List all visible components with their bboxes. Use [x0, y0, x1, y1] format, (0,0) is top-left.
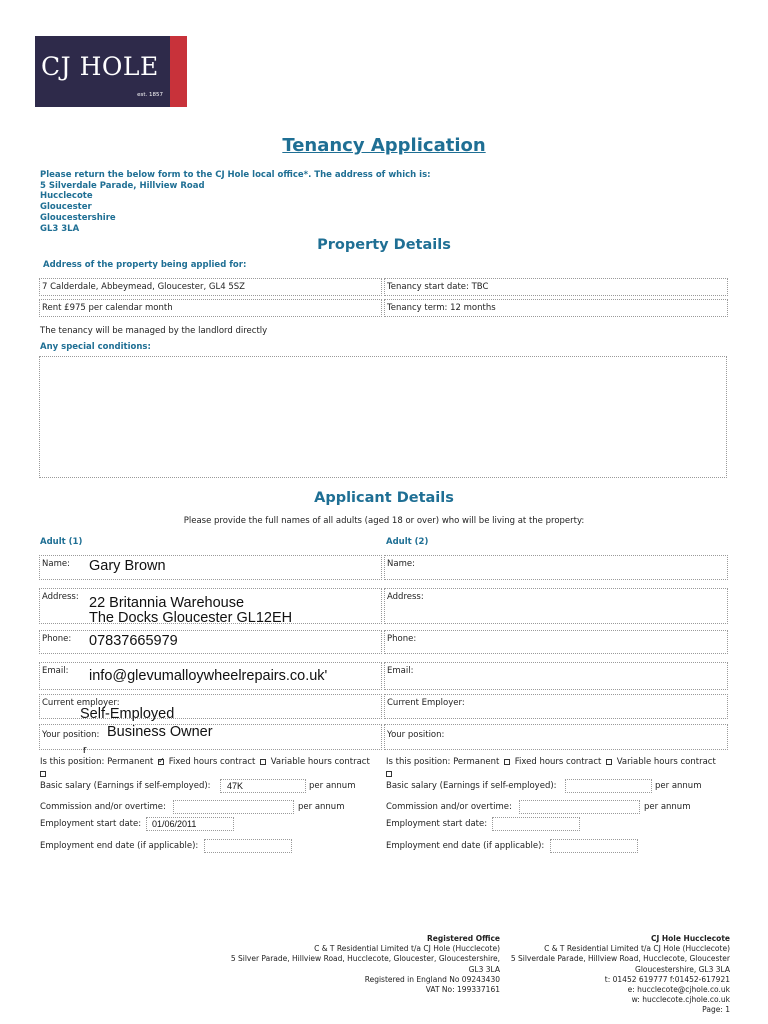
- adult2-end-field[interactable]: [550, 839, 638, 853]
- adult1-phone-label: Phone:: [42, 634, 72, 644]
- adult2-position-label: Your position:: [387, 730, 445, 740]
- adult1-variable-label: Variable hours contract: [270, 757, 370, 767]
- adult2-phone-label: Phone:: [387, 634, 417, 644]
- property-address-value: 7 Calderdale, Abbeymead, Gloucester, GL4 5SZ: [42, 282, 245, 292]
- adult2-commission-field[interactable]: [519, 800, 640, 814]
- rent-value: Rent £975 per calendar month: [42, 303, 173, 313]
- adult1-address-label: Address:: [42, 592, 79, 602]
- branch-office-line: C & T Residential Limited t/a CJ Hole (Hucclecote): [544, 944, 730, 954]
- branch-office-line: e: hucclecote@cjhole.co.uk: [627, 985, 730, 995]
- adult1-stray-mark: r: [83, 744, 87, 756]
- adult2-employer-label: Current Employer:: [387, 698, 465, 708]
- adult2-contract-type: [386, 756, 731, 780]
- office-address-line: Gloucestershire: [40, 212, 116, 223]
- adult2-position-field[interactable]: [384, 724, 728, 750]
- adult2-commission-label: Commission and/or overtime:: [386, 802, 512, 812]
- adult2-employer-field[interactable]: [384, 694, 728, 719]
- registered-office-line: GL3 3LA: [468, 964, 500, 974]
- adult1-commission-label: Commission and/or overtime:: [40, 802, 166, 812]
- managed-note: The tenancy will be managed by the landlord directly: [40, 326, 268, 336]
- adult2-name-field[interactable]: [384, 555, 728, 580]
- property-heading: Property Details: [317, 237, 451, 253]
- branch-office-line: t: 01452 619777 f:01452-617921: [604, 974, 730, 984]
- adult1-name-label: Name:: [42, 559, 70, 569]
- adult1-address-line: The Docks Gloucester GL12EH: [89, 610, 293, 626]
- adult1-position-type-label: Is this position: Permanent: [40, 757, 154, 767]
- branch-office-line: w: hucclecote.cjhole.co.uk: [631, 995, 730, 1005]
- adult1-contract-type: [40, 756, 385, 780]
- office-address-line: 5 Silverdale Parade, Hillview Road: [40, 180, 205, 191]
- adult1-fixed-label: Fixed hours contract: [168, 757, 256, 767]
- adult1-start-label: Employment start date:: [40, 819, 142, 829]
- adult2-permanent-checkbox[interactable]: [504, 759, 510, 765]
- adult1-commission-field[interactable]: [173, 800, 294, 814]
- office-address-line: Gloucester: [40, 202, 92, 213]
- adult1-permanent-checkbox[interactable]: [158, 759, 164, 765]
- branch-office-title: CJ Hole Hucclecote: [650, 934, 730, 943]
- adult1-email-value: info@glevumalloywheelrepairs.co.uk': [89, 668, 328, 684]
- adult2-fixed-checkbox[interactable]: [606, 759, 612, 765]
- adult2-salary-per-annum: per annum: [655, 781, 702, 791]
- adult2-end-label: Employment end date (if applicable):: [386, 841, 545, 851]
- adult1-address-value: [89, 596, 292, 626]
- adult2-email-label: Email:: [387, 666, 414, 676]
- adult1-employer-label: Current employer:: [42, 698, 120, 708]
- special-conditions-field[interactable]: [39, 356, 727, 478]
- adult1-commission-per-annum: per annum: [298, 802, 345, 812]
- adult2-position-type-label: Is this position: Permanent: [386, 757, 500, 767]
- adult1-start-field[interactable]: [146, 817, 234, 831]
- logo-est: est. 1857: [137, 92, 163, 98]
- adult1-salary-value: 47K: [227, 781, 244, 791]
- applicant-heading: Applicant Details: [314, 490, 454, 506]
- company-logo: [35, 36, 187, 107]
- page-number: Page: 1: [702, 1005, 730, 1015]
- adult1-employer-value: Self-Employed: [80, 706, 175, 722]
- registered-office-block: [180, 934, 500, 995]
- adult1-end-label: Employment end date (if applicable):: [40, 841, 199, 851]
- property-address-label: Address of the property being applied for:: [43, 260, 247, 270]
- registered-office-title: Registered Office: [427, 934, 500, 943]
- office-address-line: Hucclecote: [40, 191, 93, 202]
- intro-line: Please return the below form to the CJ Hole local office*. The address of which is:: [40, 170, 431, 180]
- logo-red-bar: [170, 36, 187, 107]
- adult2-address-label: Address:: [387, 592, 424, 602]
- adult2-email-field[interactable]: [384, 662, 728, 690]
- adult1-start-value: 01/06/2011: [152, 819, 197, 829]
- tenancy-start-field[interactable]: [384, 278, 728, 296]
- adult1-salary-field[interactable]: [220, 779, 306, 793]
- adult2-variable-checkbox[interactable]: [386, 771, 392, 777]
- adult1-fixed-checkbox[interactable]: [260, 759, 266, 765]
- page-title: Tenancy Application: [282, 135, 486, 156]
- property-address-field[interactable]: [39, 278, 382, 296]
- adult1-end-field[interactable]: [204, 839, 292, 853]
- adult1-salary-per-annum: per annum: [309, 781, 356, 791]
- branch-office-block: [500, 934, 730, 1016]
- adult1-salary-label: Basic salary (Earnings if self-employed):: [40, 781, 211, 791]
- tenancy-term-value: Tenancy term: 12 months: [387, 303, 496, 313]
- tenancy-start-value: Tenancy start date: TBC: [387, 282, 489, 292]
- office-address-line: GL3 3LA: [40, 223, 80, 234]
- adult2-name-label: Name:: [387, 559, 415, 569]
- applicant-intro: Please provide the full names of all adults (aged 18 or over) who will be living at the property:: [183, 516, 585, 526]
- special-conditions-label: Any special conditions:: [40, 342, 151, 352]
- adult2-title: Adult (2): [386, 537, 429, 547]
- adult1-position-value: Business Owner: [107, 724, 213, 740]
- adult1-position-label: Your position:: [42, 730, 100, 740]
- adult2-start-label: Employment start date:: [386, 819, 488, 829]
- adult1-email-label: Email:: [42, 666, 69, 676]
- adult1-phone-value: 07837665979: [89, 633, 178, 649]
- adult1-name-value: Gary Brown: [89, 558, 166, 574]
- registered-office-line: Registered in England No 09243430: [364, 974, 500, 984]
- adult1-variable-checkbox[interactable]: [40, 771, 46, 777]
- adult2-salary-field[interactable]: [565, 779, 652, 793]
- branch-office-line: Gloucestershire, GL3 3LA: [635, 964, 730, 974]
- adult1-address-line: 22 Britannia Warehouse: [89, 595, 245, 611]
- adult2-salary-label: Basic salary (Earnings if self-employed):: [386, 781, 557, 791]
- registered-office-line: C & T Residential Limited t/a CJ Hole (Hucclecote): [314, 944, 500, 954]
- tenancy-term-field[interactable]: [384, 299, 728, 317]
- registered-office-line: 5 Silver Parade, Hillview Road, Hucclecote, Gloucester, Gloucestershire,: [230, 954, 500, 964]
- logo-text: CJ HOLE: [41, 52, 159, 81]
- adult2-address-field[interactable]: [384, 588, 728, 624]
- branch-office-line: 5 Silverdale Parade, Hillview Road, Hucclecote, Gloucester: [510, 954, 730, 964]
- rent-field[interactable]: [39, 299, 382, 317]
- intro-block: [40, 170, 431, 234]
- adult2-phone-field[interactable]: [384, 630, 728, 654]
- adult2-variable-label: Variable hours contract: [616, 757, 716, 767]
- adult2-fixed-label: Fixed hours contract: [514, 757, 602, 767]
- adult1-title: Adult (1): [40, 537, 83, 547]
- adult2-commission-per-annum: per annum: [644, 802, 691, 812]
- registered-office-line: VAT No: 199337161: [425, 985, 500, 995]
- adult2-start-field[interactable]: [492, 817, 580, 831]
